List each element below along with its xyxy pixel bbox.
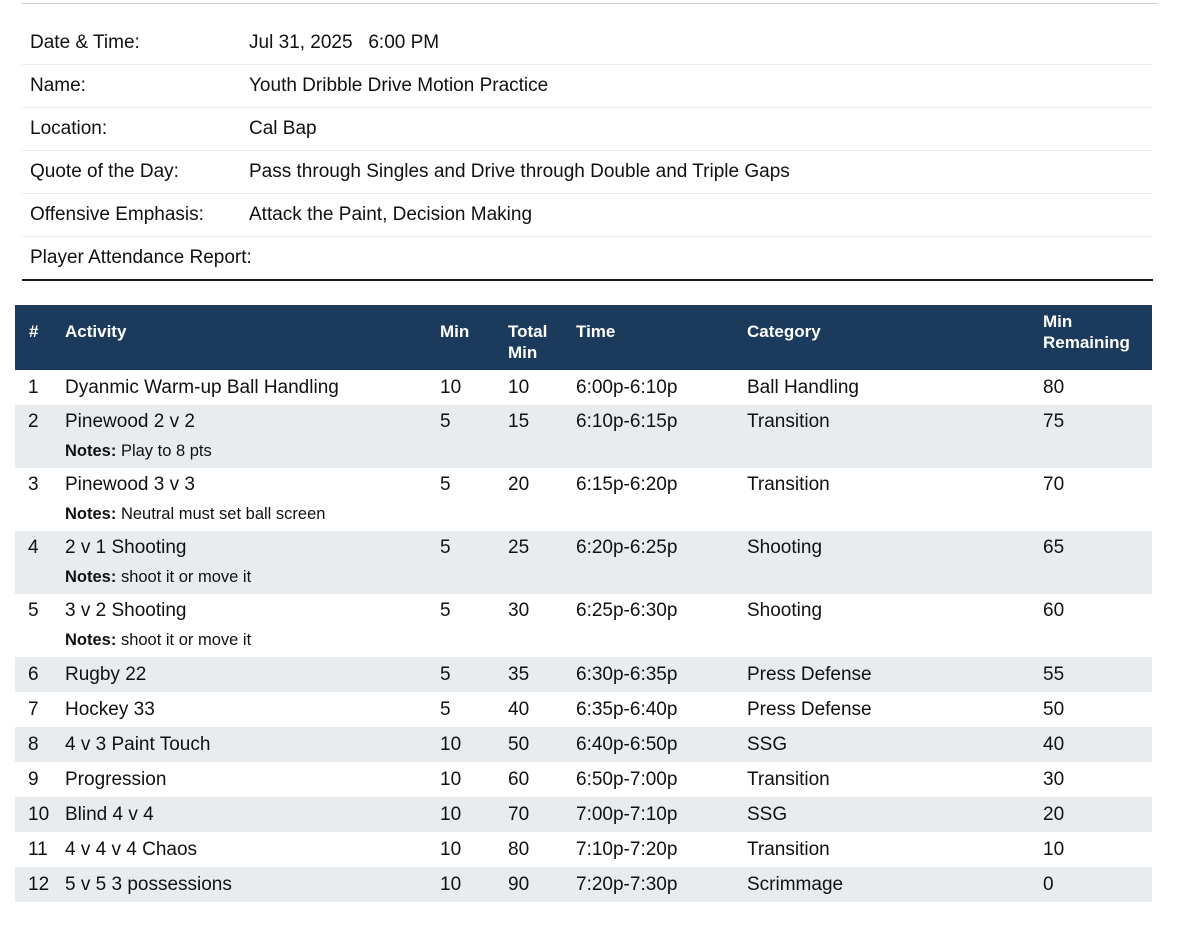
row-min-remaining: 60 <box>1043 600 1065 621</box>
table-row <box>15 727 1152 762</box>
row-time: 7:10p-7:20p <box>576 838 678 860</box>
location-label: Location: <box>30 118 108 139</box>
notes-text: Neutral must set ball screen <box>120 505 326 523</box>
table-row <box>15 657 1152 692</box>
row-time: 6:35p-6:40p <box>576 698 678 720</box>
row-min: 5 <box>440 657 508 692</box>
row-time: 6:30p-6:35p <box>576 657 747 692</box>
row-total-min: 35 <box>508 657 576 692</box>
row-notes <box>65 631 440 650</box>
header-num: # <box>15 305 65 370</box>
row-activity-name: Pinewood 3 v 3 <box>65 474 195 495</box>
header-total-min: Total Min <box>508 305 576 370</box>
row-activity <box>65 594 440 657</box>
row-activity <box>65 405 440 468</box>
row-notes <box>65 568 440 587</box>
row-total-min: 60 <box>508 768 530 790</box>
row-activity: 5 v 5 3 possessions <box>65 867 440 902</box>
row-notes <box>65 505 440 524</box>
row-min: 10 <box>440 797 508 832</box>
row-num: 10 <box>15 797 65 832</box>
info-divider <box>22 279 1153 281</box>
info-row-emphasis <box>22 194 1152 237</box>
row-category: Shooting <box>747 531 1043 594</box>
table-row <box>15 531 1152 594</box>
row-num: 7 <box>28 698 39 720</box>
row-min: 5 <box>440 698 451 720</box>
row-category: Transition <box>747 838 830 860</box>
row-total-min: 90 <box>508 867 576 902</box>
row-activity: 4 v 3 Paint Touch <box>65 727 440 762</box>
row-total-min: 25 <box>508 531 576 594</box>
top-rule <box>22 3 1158 4</box>
table-row <box>15 405 1152 468</box>
table-row <box>15 594 1152 657</box>
row-time: 7:20p-7:30p <box>576 867 747 902</box>
quote-value: Pass through Singles and Drive through Double and Triple Gaps <box>249 161 790 182</box>
row-num: 8 <box>15 727 65 762</box>
notes-text: shoot it or move it <box>120 631 252 649</box>
table-row <box>15 370 1152 405</box>
row-category: Ball Handling <box>747 376 859 398</box>
name-value: Youth Dribble Drive Motion Practice <box>249 75 549 96</box>
row-min: 5 <box>440 531 508 594</box>
row-num: 9 <box>28 768 39 790</box>
emphasis-value: Attack the Paint, Decision Making <box>249 204 533 225</box>
row-category: Press Defense <box>747 698 872 720</box>
header-category: Category <box>747 305 1043 370</box>
info-row-attendance <box>22 237 1152 279</box>
info-row-quote <box>22 151 1152 194</box>
row-num: 3 <box>28 474 39 495</box>
table-row <box>15 867 1152 902</box>
row-time: 6:10p-6:15p <box>576 405 747 468</box>
row-min: 10 <box>440 867 508 902</box>
attendance-label: Player Attendance Report: <box>30 247 252 268</box>
row-time: 6:15p-6:20p <box>576 474 678 495</box>
row-activity: Progression <box>65 768 167 790</box>
table-row <box>15 797 1152 832</box>
date-value: Jul 31, 2025 6:00 PM <box>249 32 440 53</box>
row-total-min: 30 <box>508 600 530 621</box>
row-category: Press Defense <box>747 657 1043 692</box>
row-total-min: 20 <box>508 474 530 495</box>
row-num: 1 <box>28 376 39 398</box>
row-total-min: 15 <box>508 405 576 468</box>
row-min-remaining: 40 <box>1043 727 1152 762</box>
table-row <box>15 832 1152 867</box>
row-time: 6:20p-6:25p <box>576 531 747 594</box>
row-total-min: 50 <box>508 727 576 762</box>
row-total-min: 40 <box>508 698 530 720</box>
row-activity: Dyanmic Warm-up Ball Handling <box>65 376 339 398</box>
table-row <box>15 468 1152 531</box>
row-num: 4 <box>15 531 65 594</box>
row-min-remaining: 10 <box>1043 838 1065 860</box>
info-row-date <box>22 22 1152 65</box>
row-total-min: 70 <box>508 797 576 832</box>
row-notes <box>65 442 440 461</box>
notes-label: Notes: <box>65 505 117 523</box>
row-time: 6:50p-7:00p <box>576 768 678 790</box>
row-min: 10 <box>440 768 462 790</box>
row-category: Transition <box>747 768 830 790</box>
header-activity: Activity <box>65 305 440 370</box>
row-activity: Blind 4 v 4 <box>65 797 440 832</box>
notes-text: Play to 8 pts <box>120 442 212 460</box>
row-activity-name: 2 v 1 Shooting <box>65 537 187 558</box>
row-min-remaining: 0 <box>1043 867 1152 902</box>
row-num: 11 <box>28 838 48 860</box>
table-row <box>15 762 1152 797</box>
row-num: 2 <box>15 405 65 468</box>
row-min: 5 <box>440 405 508 468</box>
row-num: 6 <box>15 657 65 692</box>
row-time: 7:00p-7:10p <box>576 797 747 832</box>
row-total-min: 80 <box>508 838 530 860</box>
row-min-remaining: 65 <box>1043 531 1152 594</box>
date-label: Date & Time: <box>30 32 140 53</box>
row-min-remaining: 70 <box>1043 474 1065 495</box>
info-row-name <box>22 65 1152 108</box>
row-min-remaining: 50 <box>1043 698 1065 720</box>
row-total-min: 10 <box>508 376 530 398</box>
location-value: Cal Bap <box>249 118 317 139</box>
row-activity-name: Pinewood 2 v 2 <box>65 411 195 432</box>
notes-label: Notes: <box>65 442 117 460</box>
row-category: Transition <box>747 405 1043 468</box>
row-min: 10 <box>440 727 508 762</box>
row-category: SSG <box>747 797 1043 832</box>
row-category: SSG <box>747 727 1043 762</box>
header-time: Time <box>576 305 747 370</box>
row-min: 5 <box>440 474 451 495</box>
notes-text: shoot it or move it <box>120 568 252 586</box>
row-min: 10 <box>440 376 462 398</box>
row-time: 6:25p-6:30p <box>576 600 678 621</box>
row-min: 10 <box>440 838 462 860</box>
row-activity: Hockey 33 <box>65 698 155 720</box>
row-min-remaining: 75 <box>1043 405 1152 468</box>
practice-info <box>22 22 1152 279</box>
row-activity <box>65 468 440 531</box>
notes-label: Notes: <box>65 631 117 649</box>
row-time: 6:00p-6:10p <box>576 376 678 398</box>
table-row <box>15 692 1152 727</box>
row-activity: 4 v 4 v 4 Chaos <box>65 838 198 860</box>
row-num: 12 <box>15 867 65 902</box>
row-activity <box>65 531 440 594</box>
table-body <box>15 370 1152 902</box>
notes-label: Notes: <box>65 568 117 586</box>
row-category: Transition <box>747 474 830 495</box>
row-category: Scrimmage <box>747 867 1043 902</box>
header-min-remaining: Min Remaining <box>1043 305 1152 370</box>
emphasis-label: Offensive Emphasis: <box>30 204 204 225</box>
practice-plan-table <box>15 305 1152 902</box>
row-min: 5 <box>440 600 451 621</box>
name-label: Name: <box>30 75 86 96</box>
row-min-remaining: 20 <box>1043 797 1152 832</box>
row-category: Shooting <box>747 600 823 621</box>
info-row-location <box>22 108 1152 151</box>
table-header-row <box>15 305 1152 370</box>
row-activity-name: 3 v 2 Shooting <box>65 600 187 621</box>
row-min-remaining: 30 <box>1043 768 1065 790</box>
header-min: Min <box>440 305 508 370</box>
row-min-remaining: 55 <box>1043 657 1152 692</box>
row-min-remaining: 80 <box>1043 376 1065 398</box>
row-num: 5 <box>28 600 39 621</box>
row-activity: Rugby 22 <box>65 657 440 692</box>
row-time: 6:40p-6:50p <box>576 727 747 762</box>
quote-label: Quote of the Day: <box>30 161 179 182</box>
